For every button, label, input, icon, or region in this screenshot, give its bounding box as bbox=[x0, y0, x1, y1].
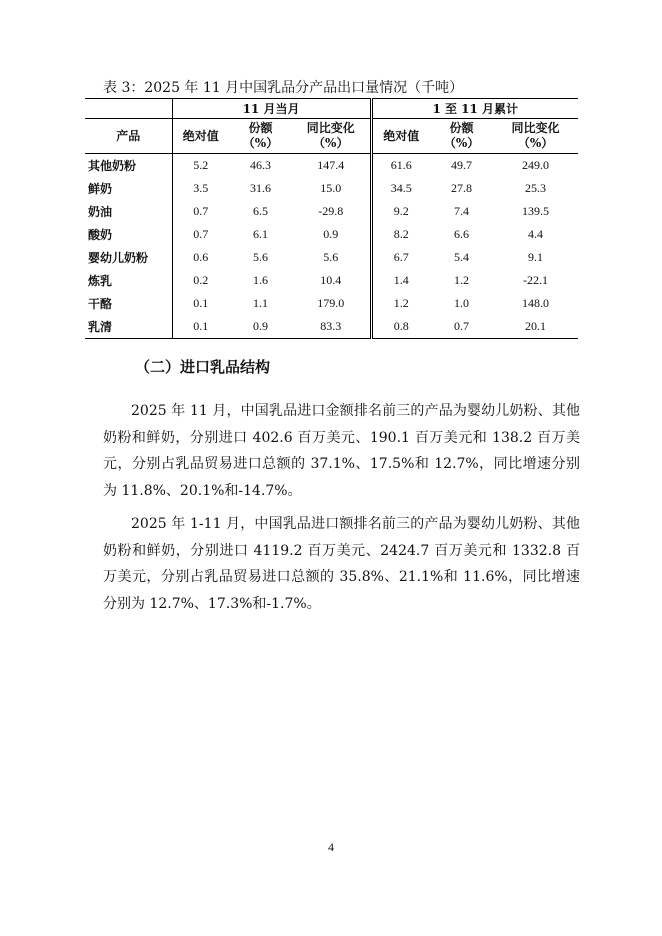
month-absolute: 0.6 bbox=[172, 246, 229, 269]
month-absolute: 0.1 bbox=[172, 315, 229, 339]
product-name: 酸奶 bbox=[88, 228, 113, 242]
cumulative-share: 49.7 bbox=[451, 158, 473, 172]
cumulative-share: 1.0 bbox=[454, 296, 470, 310]
month-yoy: 5.6 bbox=[323, 250, 339, 264]
product-name: 鲜奶 bbox=[88, 182, 113, 196]
cumulative-yoy: 4.4 bbox=[528, 227, 544, 241]
cumulative-share: 27.8 bbox=[451, 181, 473, 195]
cumulative-share: 6.6 bbox=[454, 227, 470, 241]
month-yoy: 83.3 bbox=[292, 315, 371, 339]
header-yoy-month-line2: （%） bbox=[313, 136, 349, 150]
month-absolute: 0.7 bbox=[172, 200, 229, 223]
month-absolute: 0.1 bbox=[172, 292, 229, 315]
cumulative-absolute: 9.2 bbox=[371, 200, 430, 223]
product-name: 乳清 bbox=[85, 315, 172, 339]
cumulative-share: 5.4 bbox=[454, 250, 470, 264]
header-share-month bbox=[229, 119, 292, 154]
page-number: 4 bbox=[328, 840, 334, 854]
header-blank-cell bbox=[85, 99, 172, 119]
header-share-cumulative-line2: （%） bbox=[443, 136, 480, 150]
header-group-cumulative: 1 至 11 月累计 bbox=[371, 99, 578, 119]
export-volume-table bbox=[85, 98, 578, 339]
table-row bbox=[85, 269, 578, 292]
cumulative-yoy: 25.3 bbox=[525, 181, 547, 195]
product-name: 婴幼儿奶粉 bbox=[88, 251, 149, 265]
month-yoy: 147.4 bbox=[317, 158, 345, 172]
table-row bbox=[85, 154, 578, 178]
cumulative-absolute: 1.4 bbox=[371, 269, 430, 292]
month-absolute: 0.2 bbox=[172, 269, 229, 292]
table-row bbox=[85, 177, 578, 200]
header-yoy-cumulative bbox=[493, 119, 578, 154]
month-yoy: 15.0 bbox=[320, 181, 342, 195]
month-absolute: 0.7 bbox=[172, 223, 229, 246]
month-absolute: 5.2 bbox=[172, 154, 229, 178]
cumulative-absolute: 61.6 bbox=[371, 154, 430, 178]
header-share-month-line2: （%） bbox=[242, 136, 279, 150]
paragraph-jan-nov: 2025 年 1-11 月，中国乳品进口额排名前三的产品为婴幼儿奶粉、其他奶粉和鲜奶，分别进口 4119.2 百万美元、2424.7 百万美元和 1332.8 百万美元，分别占乳品贸易进口总额的 35.8%、21.1%和 11.6%，同比增速分别为 12.7%、17.3%和-1.7%。 bbox=[103, 516, 580, 612]
paragraph-november: 2025 年 11 月，中国乳品进口金额排名前三的产品为婴幼儿奶粉、其他奶粉和鲜奶，分别进口 402.6 百万美元、190.1 百万美元和 138.2 百万美元，分别占乳品贸易进口总额的 37.1%、17.5%和 12.7%，同比增速分别为 11.8%、20.1%和-14.7%。 bbox=[103, 403, 580, 499]
product-name: 炼乳 bbox=[88, 274, 113, 288]
header-share-month-line1: 份额 bbox=[248, 121, 273, 135]
month-yoy: 10.4 bbox=[320, 273, 342, 287]
table-group-header-row bbox=[85, 99, 578, 119]
header-product: 产品 bbox=[85, 119, 172, 154]
header-abs-cumulative: 绝对值 bbox=[371, 119, 430, 154]
cumulative-absolute: 8.2 bbox=[371, 223, 430, 246]
table-row bbox=[85, 200, 578, 223]
month-share: 6.1 bbox=[253, 227, 268, 241]
cumulative-yoy: 148.0 bbox=[522, 296, 550, 310]
cumulative-share: 0.7 bbox=[430, 315, 493, 339]
table-column-header-row bbox=[85, 119, 578, 154]
month-share: 46.3 bbox=[250, 158, 271, 172]
cumulative-absolute: 0.8 bbox=[371, 315, 430, 339]
cumulative-absolute: 34.5 bbox=[371, 177, 430, 200]
header-yoy-cumulative-line2: （%） bbox=[517, 136, 554, 150]
month-yoy: 179.0 bbox=[317, 296, 345, 310]
header-yoy-month-line1: 同比变化 bbox=[306, 121, 355, 135]
month-absolute: 3.5 bbox=[172, 177, 229, 200]
cumulative-share: 7.4 bbox=[454, 204, 470, 218]
header-share-cumulative bbox=[430, 119, 493, 154]
table-row bbox=[85, 223, 578, 246]
month-share: 6.5 bbox=[253, 204, 268, 218]
product-name: 干酪 bbox=[88, 297, 113, 311]
month-yoy: 0.9 bbox=[323, 227, 339, 241]
month-share: 31.6 bbox=[250, 181, 271, 195]
table-row bbox=[85, 315, 578, 339]
month-share: 1.6 bbox=[253, 273, 268, 287]
product-name: 其他奶粉 bbox=[88, 159, 137, 173]
header-group-month: 11 月当月 bbox=[172, 99, 371, 119]
month-yoy: -29.8 bbox=[318, 204, 344, 218]
header-yoy-month bbox=[292, 119, 371, 154]
header-yoy-cumulative-line1: 同比变化 bbox=[511, 121, 560, 135]
cumulative-yoy: 20.1 bbox=[493, 315, 578, 339]
section-heading: （二）进口乳品结构 bbox=[135, 358, 271, 376]
cumulative-yoy: -22.1 bbox=[523, 273, 549, 287]
cumulative-absolute: 1.2 bbox=[371, 292, 430, 315]
cumulative-absolute: 6.7 bbox=[371, 246, 430, 269]
header-share-cumulative-line1: 份额 bbox=[449, 121, 474, 135]
cumulative-share: 1.2 bbox=[454, 273, 470, 287]
header-abs-month: 绝对值 bbox=[172, 119, 229, 154]
table-caption: 表 3：2025 年 11 月中国乳品分产品出口量情况（千吨） bbox=[103, 80, 464, 96]
month-share: 0.9 bbox=[229, 315, 292, 339]
cumulative-yoy: 249.0 bbox=[522, 158, 550, 172]
product-name: 奶油 bbox=[88, 205, 113, 219]
table-row bbox=[85, 292, 578, 315]
table-row bbox=[85, 246, 578, 269]
cumulative-yoy: 9.1 bbox=[528, 250, 544, 264]
month-share: 1.1 bbox=[253, 296, 268, 310]
cumulative-yoy: 139.5 bbox=[522, 204, 550, 218]
month-share: 5.6 bbox=[253, 250, 268, 264]
